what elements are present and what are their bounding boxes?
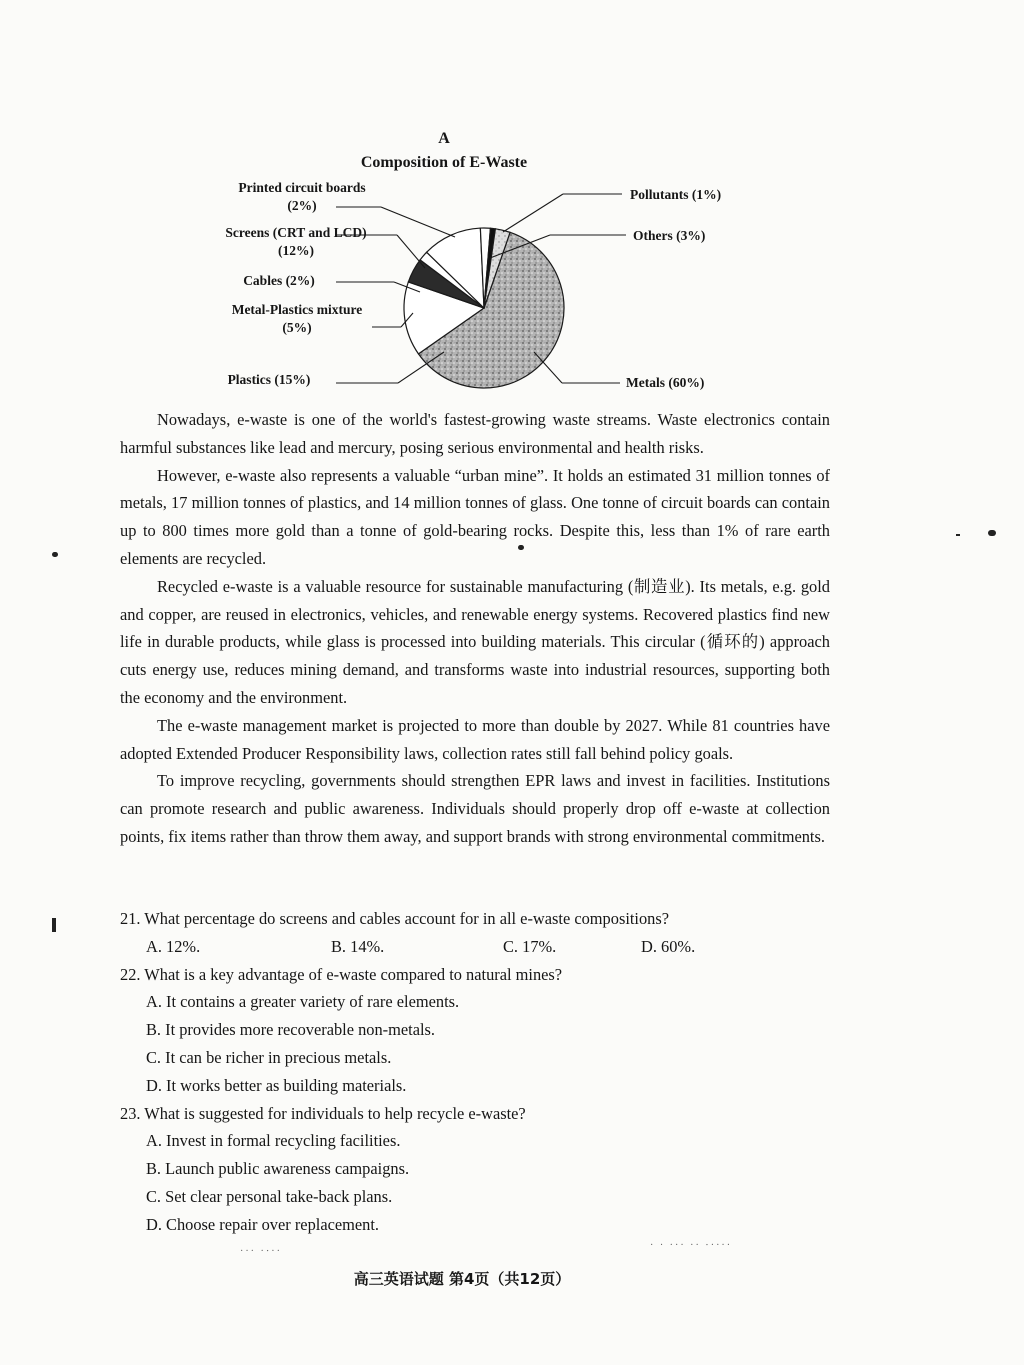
option-c: C. 17%. [503, 936, 557, 956]
passage-paragraph: To improve recycling, governments should strengthen EPR laws and invest in facilities. Institutions can promote research and public awareness. Individuals should properly drop off e-waste at collection points, fix items rather than throw them away, and support brands with strong environmental commitments. [120, 771, 830, 846]
passage-paragraph: The e-waste management market is projected to more than double by 2027. While 81 countries have adopted Extended Producer Responsibility laws, collection rates still fall behind policy goals. [120, 715, 830, 763]
option-d: D. 60%. [641, 936, 696, 956]
option-b: B. Launch public awareness campaigns. [146, 1159, 410, 1179]
option-a: A. 12%. [146, 936, 201, 956]
option-d: D. It works better as building materials. [146, 1075, 407, 1095]
label-pollutants: Pollutants (1%) [630, 187, 722, 202]
question-23-stem: 23. What is suggested for individuals to help recycle e-waste? [120, 1103, 526, 1123]
option-a: A. Invest in formal recycling facilities. [146, 1131, 401, 1151]
passage-paragraph: Nowadays, e-waste is one of the world's fastest-growing waste streams. Waste electronics contain harmful substances like lead and mercury, posing serious environmental and health risks. [120, 410, 830, 457]
question-21-stem: 21. What percentage do screens and cables account for in all e-waste compositions? [120, 909, 670, 928]
option-c: C. It can be richer in precious metals. [146, 1047, 392, 1067]
option-a: A. It contains a greater variety of rare elements. [146, 992, 460, 1012]
option-c: C. Set clear personal take-back plans. [146, 1186, 393, 1206]
leader-line [503, 194, 563, 232]
leader-line [397, 235, 425, 268]
passage-paragraph: However, e-waste also represents a valuable “urban mine”. It holds an estimated 31 million tonnes of metals, 17 million tonnes of plastics, and 14 million tonnes of glass. One tonne of circuit boards can contain up to 800 times more gold than a tonne of gold-bearing rocks. Despite this, less than 1% of rare earth elements are recycled. [120, 465, 830, 568]
label-others: Others (3%) [633, 228, 706, 243]
question-list [120, 905, 830, 1239]
passage-paragraph: Recycled e-waste is a valuable resource for sustainable manufacturing (制造业). Its metals, e.g. gold and copper, are reused in electronics, vehicles, and renewable energy systems. Recovered plastics find new life in durable products, while glass is processed into building materials. This circular (循环的) approach cuts energy use, reduces mining demand, and transforms waste into industrial resources, supporting both the economy and the environment. [120, 576, 830, 707]
label-metals: Metals (60%) [626, 375, 705, 390]
label-pcb-pct: (2%) [287, 198, 317, 213]
question-21-options [120, 933, 830, 961]
label-mixture-name: Metal-Plastics mixture [231, 302, 363, 317]
label-cables: Cables (2%) [243, 273, 315, 288]
scan-mark [518, 545, 524, 550]
scan-mark [52, 552, 58, 557]
scan-noise: · · ··· ·· ⋅···· [650, 1240, 733, 1251]
label-screens-name: Screens (CRT and LCD) [225, 225, 367, 240]
section-letter: A [438, 130, 450, 147]
scan-mark [988, 530, 996, 536]
chart-title: Composition of E-Waste [360, 154, 528, 171]
option-b: B. 14%. [331, 936, 385, 956]
pie-chart [0, 0, 1024, 400]
label-pcb-name: Printed circuit boards [238, 180, 366, 195]
scan-noise: ··· ·⋅·· [240, 1246, 282, 1257]
option-b: B. It provides more recoverable non-metals. [146, 1020, 436, 1040]
scan-mark [52, 918, 56, 932]
reading-passage [120, 406, 830, 851]
scan-mark [956, 534, 960, 536]
question-22-stem: 22. What is a key advantage of e-waste compared to natural mines? [120, 964, 563, 984]
label-plastics: Plastics (15%) [227, 372, 311, 387]
leader-line [381, 207, 455, 237]
page-footer: 高三英语试题 第4页（共12页） [353, 1270, 571, 1288]
label-mixture-pct: (5%) [282, 320, 312, 335]
label-screens-pct: (12%) [278, 243, 314, 258]
option-d: D. Choose repair over replacement. [146, 1214, 380, 1234]
